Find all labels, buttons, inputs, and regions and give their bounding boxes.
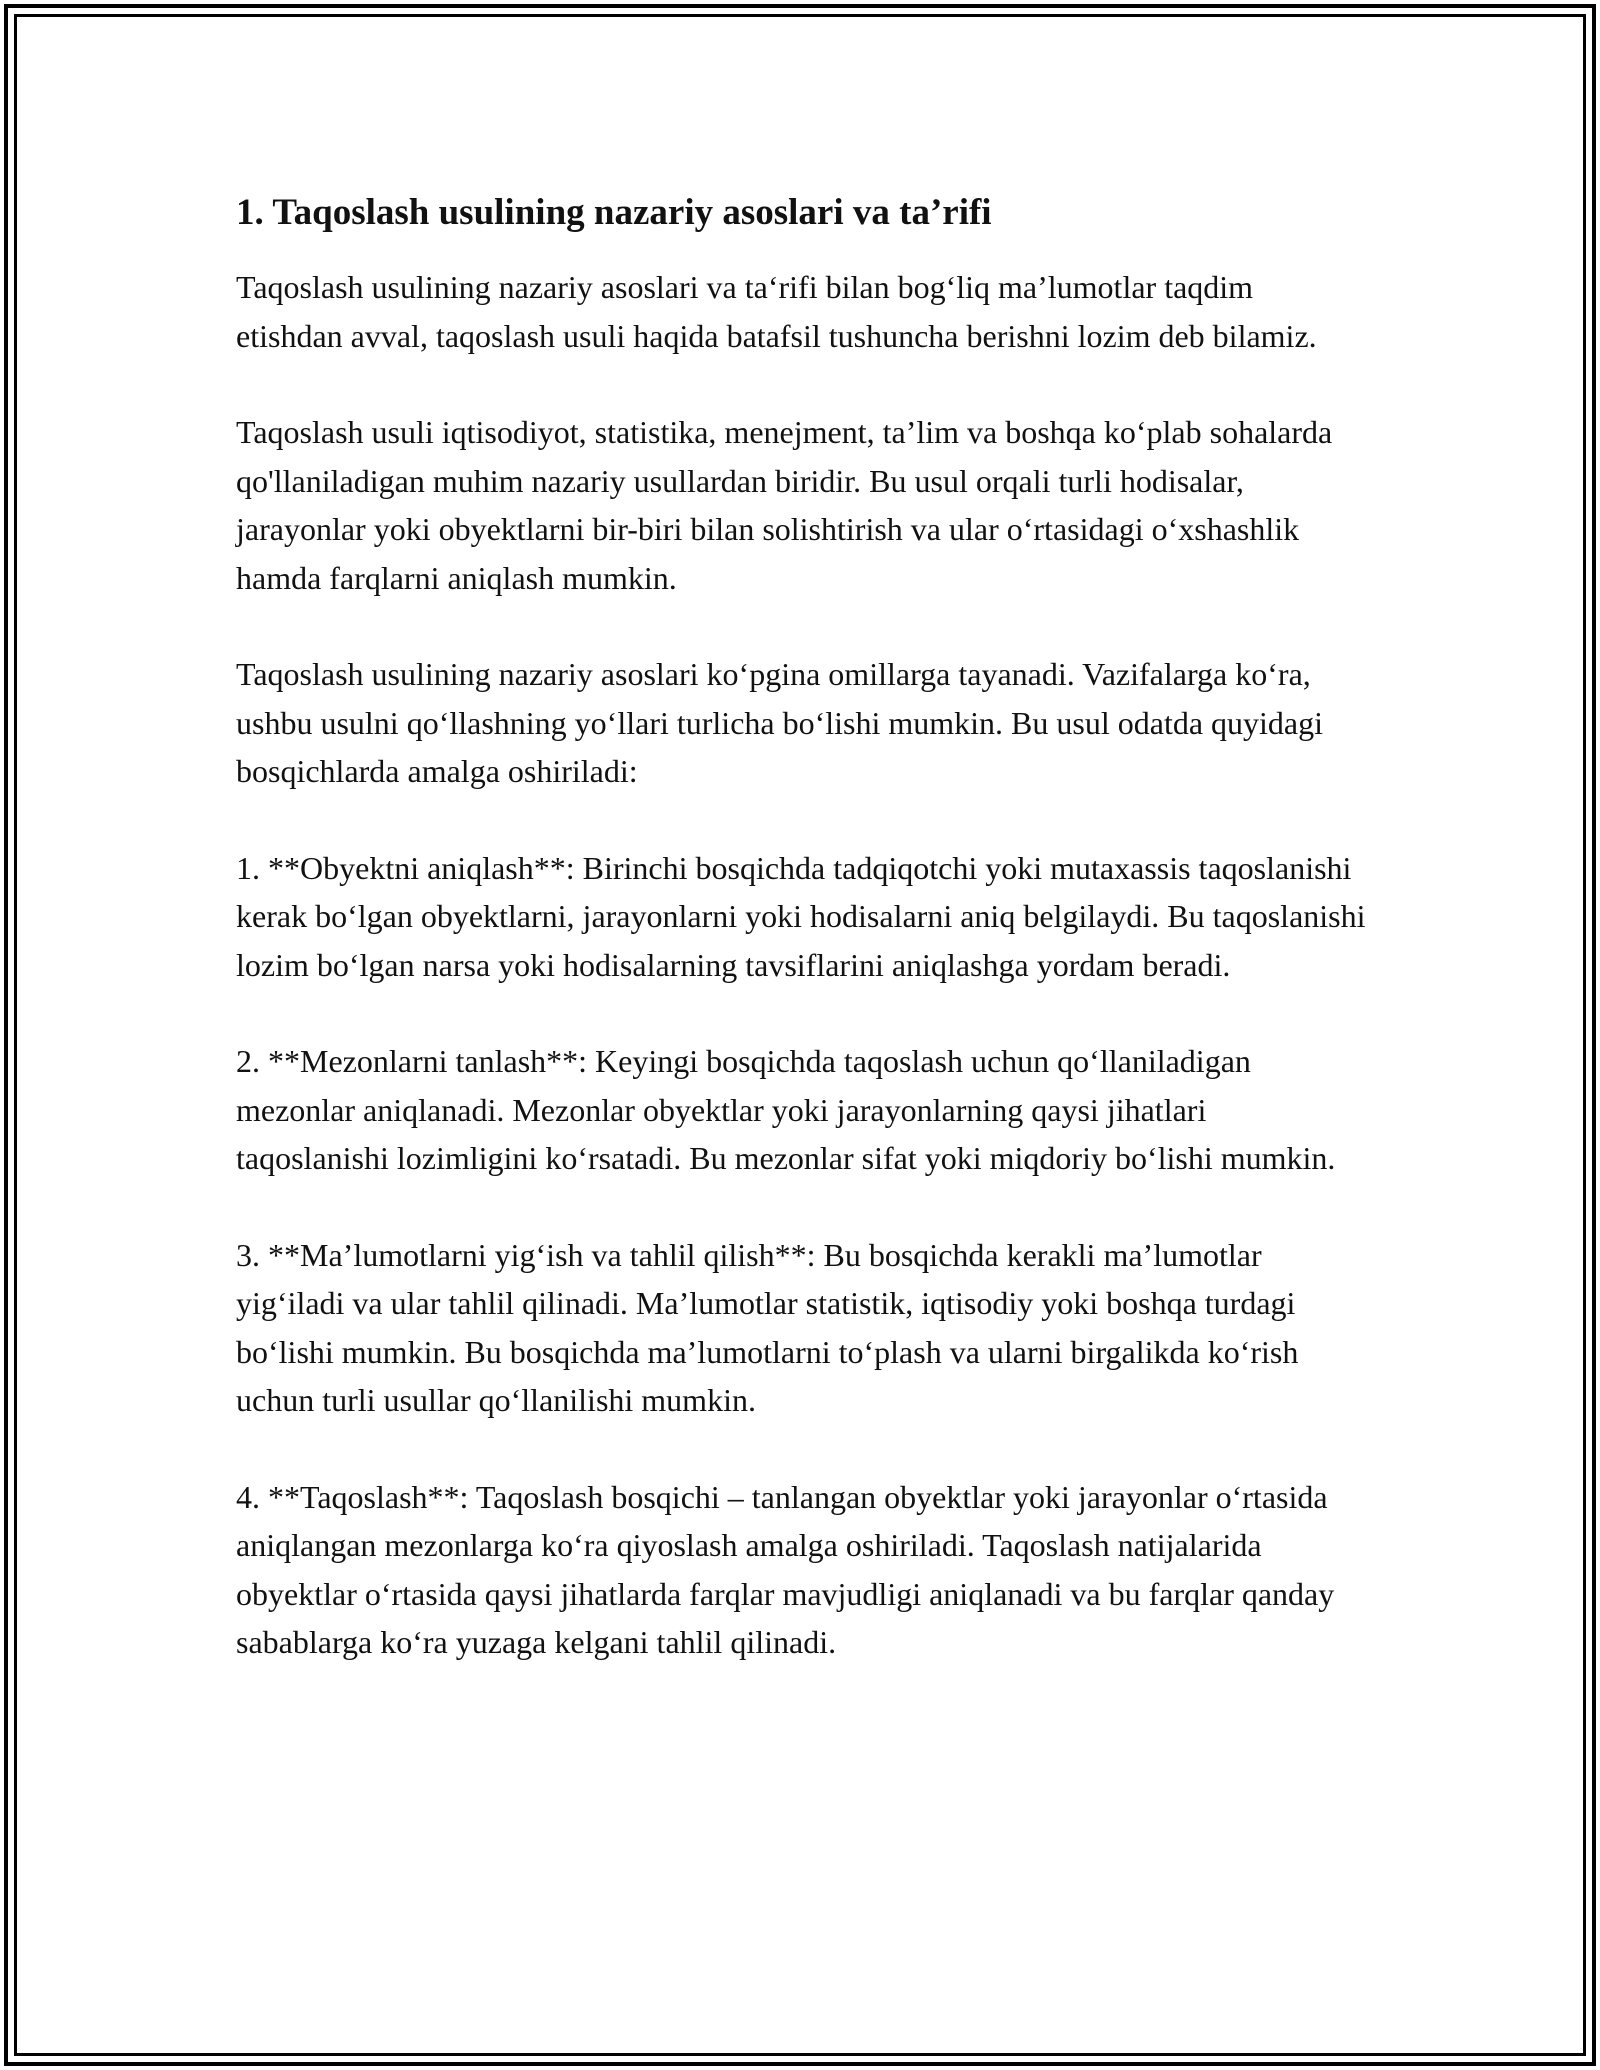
paragraph-step-2: 2. **Mezonlarni tanlash**: Keyingi bosqichda taqoslash uchun qo‘llaniladigan mezonlar aniqlanadi. Mezonlar obyektlar yoki jarayonlarning qaysi jihatlari taqoslanishi lozimligini ko‘rsatadi. Bu mezonlar sifat yoki miqdoriy bo‘lishi mumkin. bbox=[236, 1043, 1336, 1176]
paragraph-step-4: 4. **Taqoslash**: Taqoslash bosqichi – tanlangan obyektlar yoki jarayonlar o‘rtasida aniqlangan mezonlarga ko‘ra qiyoslash amalga oshiriladi. Taqoslash natijalarida obyektlar o‘rtasida qaysi jihatlarda farqlar mavjudligi aniqlanadi va bu farqlar qanday sabablarga ko‘ra yuzaga kelgani tahlil qilinadi. bbox=[236, 1478, 1335, 1660]
paragraph-step-3: 3. **Ma’lumotlarni yig‘ish va tahlil qilish**: Bu bosqichda kerakli ma’lumotlar yig‘iladi va ular tahlil qilinadi. Ma’lumotlar statistik, iqtisodiy yoki boshqa turdagi bo‘lishi mumkin. Bu bosqichda ma’lumotlarni to‘plash va ularni birgalikda ko‘rish uchun turli usullar qo‘llanilishi mumkin. bbox=[236, 1236, 1299, 1418]
paragraph-intro: Taqoslash usulining nazariy asoslari va ta‘rifi bilan bog‘liq ma’lumotlar taqdim etishdan avval, taqoslash usuli haqida batafsil tushuncha berishni lozim deb bilamiz. bbox=[236, 269, 1317, 354]
document-body bbox=[236, 185, 1366, 1667]
paragraph-step-1: 1. **Obyektni aniqlash**: Birinchi bosqichda tadqiqotchi yoki mutaxassis taqoslanishi kerak bo‘lgan obyektlarni, jarayonlarni yoki hodisalarni aniq belgilaydi. Bu taqoslanishi lozim bo‘lgan narsa yoki hodisalarning tavsiflarini aniqlashga yordam beradi. bbox=[236, 849, 1366, 983]
paragraph-definition: Taqoslash usuli iqtisodiyot, statistika, menejment, ta’lim va boshqa ko‘plab sohalarda qo'llaniladigan muhim nazariy usullardan biridir. Bu usul orqali turli hodisalar, jarayonlar yoki obyektlarni bir-biri bilan solishtirish va ular o‘rtasidagi o‘xshashlik hamda farqlarni aniqlash mumkin. bbox=[236, 414, 1333, 596]
paragraph-stages-intro: Taqoslash usulining nazariy asoslari ko‘pgina omillarga tayanadi. Vazifalarga ko‘ra, ushbu usulni qo‘llashning yo‘llari turlicha bo‘lishi mumkin. Bu usul odatda quyidagi bosqichlarda amalga oshiriladi: bbox=[236, 656, 1324, 789]
section-heading: 1. Taqoslash usulining nazariy asoslari va ta’rifi bbox=[236, 192, 992, 233]
